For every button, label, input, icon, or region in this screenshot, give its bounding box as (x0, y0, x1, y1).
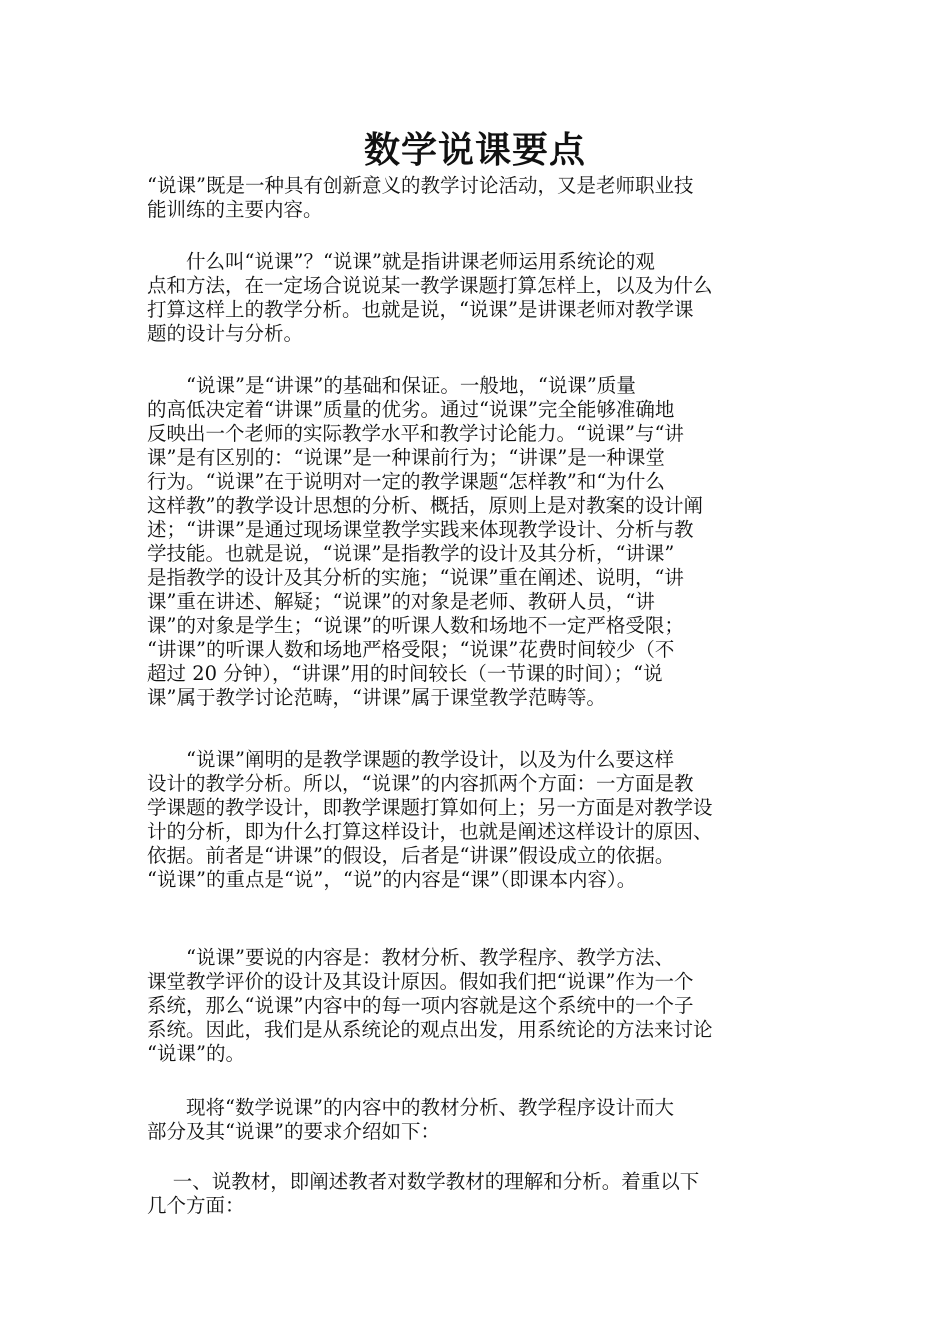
text-line: 点和方法，在一定场合说说某一教学课题打算怎样上，以及为什么 (147, 274, 713, 297)
text-line: 部分及其“说课”的要求介绍如下： (147, 1120, 440, 1143)
text-line: 课堂教学评价的设计及其设计原因。假如我们把“说课”作为一个 (147, 970, 694, 993)
text-line: 系统，那么“说课”内容中的每一项内容就是这个系统中的一个子 (147, 994, 694, 1017)
text-line: 一、说教材，即阐述教者对数学教材的理解和分析。着重以下 (147, 1170, 700, 1193)
text-line: 是指教学的设计及其分析的实施；“说课”重在阐述、说明，“讲 (147, 566, 684, 589)
document-title: 数学说课要点 (363, 129, 586, 171)
text-line: 几个方面： (147, 1194, 245, 1217)
paragraph-comparison (147, 374, 807, 710)
text-line: 现将“数学说课”的内容中的教材分析、教学程序设计而大 (147, 1096, 674, 1119)
paragraph-content-aspects (147, 748, 807, 892)
text-line: 什么叫“说课”？“说课”就是指讲课老师运用系统论的观 (147, 250, 655, 273)
text-line: “说课”的重点是“说”，“说”的内容是“课”（即课本内容）。 (147, 868, 637, 891)
text-line: 依据。前者是“讲课”的假设，后者是“讲课”假设成立的依据。 (147, 844, 675, 867)
text-line: 课”重在讲述、解疑；“说课”的对象是老师、教研人员，“讲 (147, 590, 655, 613)
text-line: 课”属于教学讨论范畴，“讲课”属于课堂教学范畴等。 (147, 686, 606, 709)
text-line: 题的设计与分析。 (147, 322, 304, 345)
text-line: 系统。因此，我们是从系统论的观点出发，用系统论的方法来讨论 (147, 1018, 713, 1041)
text-line: 述；“讲课”是通过现场课堂教学实践来体现教学设计、分析与教 (147, 518, 694, 541)
text-line: 设计的教学分析。所以，“说课”的内容抓两个方面：一方面是教 (147, 772, 694, 795)
text-line: 这样教”的教学设计思想的分析、概括，原则上是对教案的设计阐 (147, 494, 703, 517)
text-line: 能训练的主要内容。 (147, 198, 323, 221)
text-line: 的高低决定着“讲课”质量的优劣。通过“说课”完全能够准确地 (147, 398, 675, 421)
paragraph-system (147, 946, 807, 1066)
text-line: “讲课”的听课人数和场地严格受限；“说课”花费时间较少（不 (147, 638, 675, 661)
text-line: 课”的对象是学生；“说课”的听课人数和场地不一定严格受限； (147, 614, 684, 637)
text-line: 超过 20 分钟），“讲课”用的时间较长（一节课的时间）；“说 (147, 662, 663, 685)
text-line: 学课题的教学设计，即教学课题打算如何上；另一方面是对教学设 (147, 796, 713, 819)
text-line: 行为。“说课”在于说明对一定的教学课题“怎样教”和“为什么 (147, 470, 665, 493)
text-line: 打算这样上的教学分析。也就是说，“说课”是讲课老师对教学课 (147, 298, 694, 321)
text-line: “说课”的。 (147, 1042, 245, 1065)
text-line: 课”是有区别的：“说课”是一种课前行为；“讲课”是一种课堂 (147, 446, 665, 469)
text-line: “说课”阐明的是教学课题的教学设计，以及为什么要这样 (147, 748, 674, 771)
text-line: “说课”是“讲课”的基础和保证。一般地，“说课”质量 (147, 374, 636, 397)
text-line: “说课”要说的内容是：教材分析、教学程序、教学方法、 (147, 946, 674, 969)
paragraph-definition (147, 250, 807, 346)
paragraph-section-one (147, 1170, 807, 1218)
text-line: 学技能。也就是说，“说课”是指教学的设计及其分析，“讲课” (147, 542, 675, 565)
text-line: 计的分析，即为什么打算这样设计，也就是阐述这样设计的原因、 (147, 820, 713, 843)
text-line: “说课”既是一种具有创新意义的教学讨论活动，又是老师职业技 (147, 174, 694, 197)
text-line: 反映出一个老师的实际教学水平和教学讨论能力。“说课”与“讲 (147, 422, 684, 445)
paragraph-intro (147, 174, 807, 222)
paragraph-introduction-below (147, 1096, 807, 1144)
